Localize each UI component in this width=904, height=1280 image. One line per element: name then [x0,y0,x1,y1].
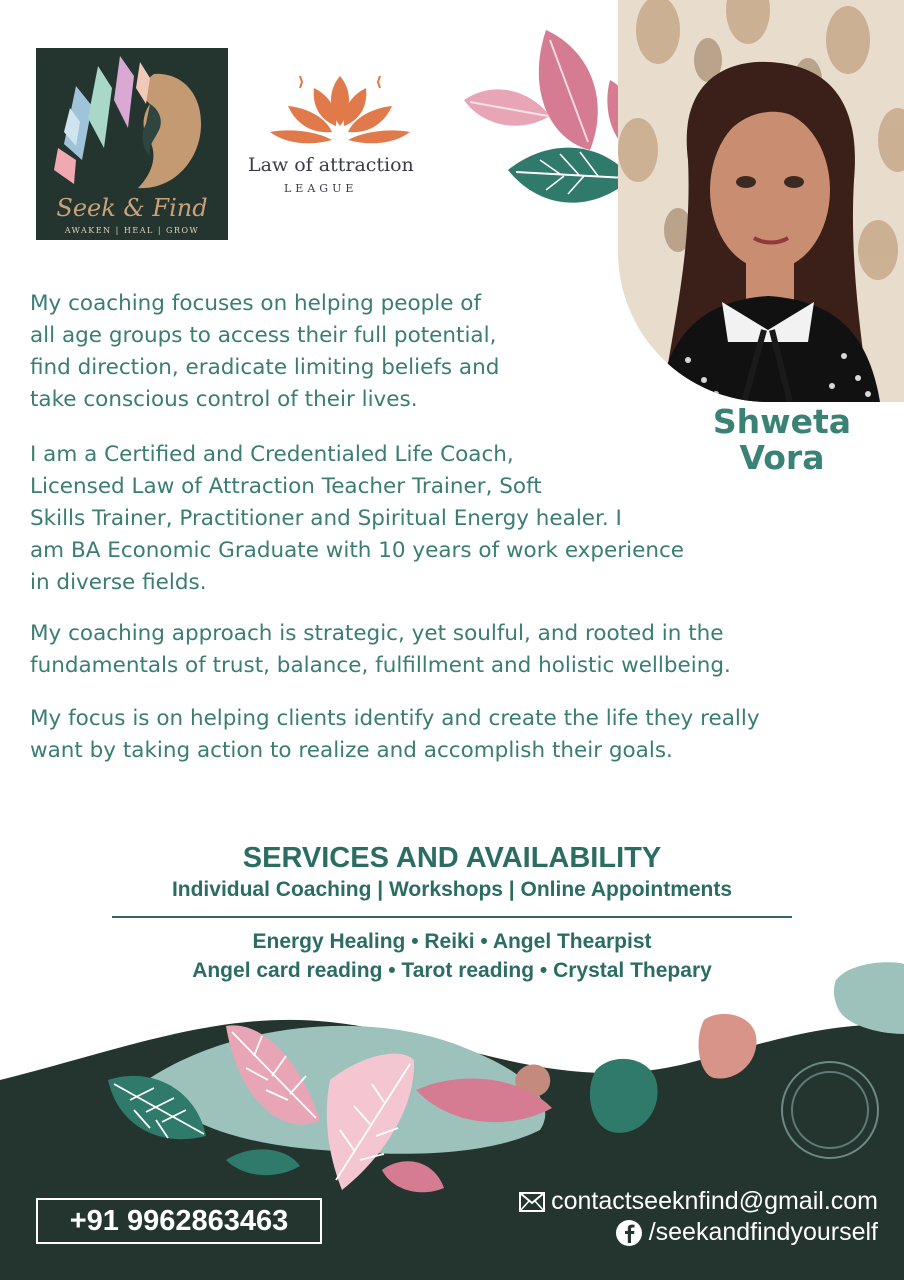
coach-first-name: Shweta [712,402,852,441]
woman-crystal-logo-icon [36,48,228,198]
profile-photo [618,0,904,402]
seek-and-find-logo [36,48,228,240]
services-title: SERVICES AND AVAILABILITY [242,842,662,874]
approach-line: fundamentals of trust, balance, fulfillment and holistic wellbeing. [30,653,731,678]
approach-line: My coaching approach is strategic, yet soulful, and rooted in the [30,621,724,646]
envelope-icon [519,1192,545,1212]
email-address[interactable]: contactseeknfind@gmail.com [551,1187,878,1215]
coach-last-name: Vora [739,438,825,477]
credentials-line: am BA Economic Graduate with 10 years of work experience [30,538,684,563]
focus-line: want by taking action to realize and accomplish their goals. [30,738,673,763]
facebook-icon [615,1219,643,1247]
services-list-1: Energy Healing • Reiki • Angel Thearpist [252,930,652,953]
approach-paragraph [30,618,731,682]
focus-paragraph [30,703,760,767]
focus-line: My focus is on helping clients identify and create the life they really [30,706,760,731]
lotus-icon [240,70,460,160]
intro-line: find direction, eradicate limiting beliefs and [30,355,500,380]
facebook-handle[interactable]: /seekandfindyourself [648,1218,878,1246]
services-subtitle: Individual Coaching | Workshops | Online Appointments [171,878,733,901]
email-row[interactable] [519,1187,878,1216]
seek-find-tagline: AWAKEN | HEAL | GROW [64,226,200,235]
loa-subtitle: LEAGUE [284,182,358,195]
phone-box[interactable] [36,1198,322,1244]
services-divider [112,916,792,918]
intro-line: take conscious control of their lives. [30,387,418,412]
phone-number[interactable]: +91 9962863463 [69,1204,289,1237]
intro-line: all age groups to access their full potential, [30,323,497,348]
credentials-line: I am a Certified and Credentialed Life Coach, [30,442,514,467]
top-leaves-icon [460,30,640,220]
intro-paragraph [30,288,499,416]
credentials-line: in diverse fields. [30,570,207,595]
portrait-image [618,0,904,402]
law-of-attraction-logo [240,70,460,220]
credentials-paragraph [30,439,684,599]
seek-find-wordmark: Seek & Find [56,194,208,222]
loa-title: Law of attraction [248,154,414,176]
intro-line: My coaching focuses on helping people of [30,291,482,316]
credentials-line: Licensed Law of Attraction Teacher Trainer, Soft [30,474,542,499]
credentials-line: Skills Trainer, Practitioner and Spiritual Energy healer. I [30,506,622,531]
coach-name [690,404,874,476]
services-list-2: Angel card reading • Tarot reading • Crystal Thepary [192,959,712,982]
facebook-row[interactable] [615,1218,878,1247]
